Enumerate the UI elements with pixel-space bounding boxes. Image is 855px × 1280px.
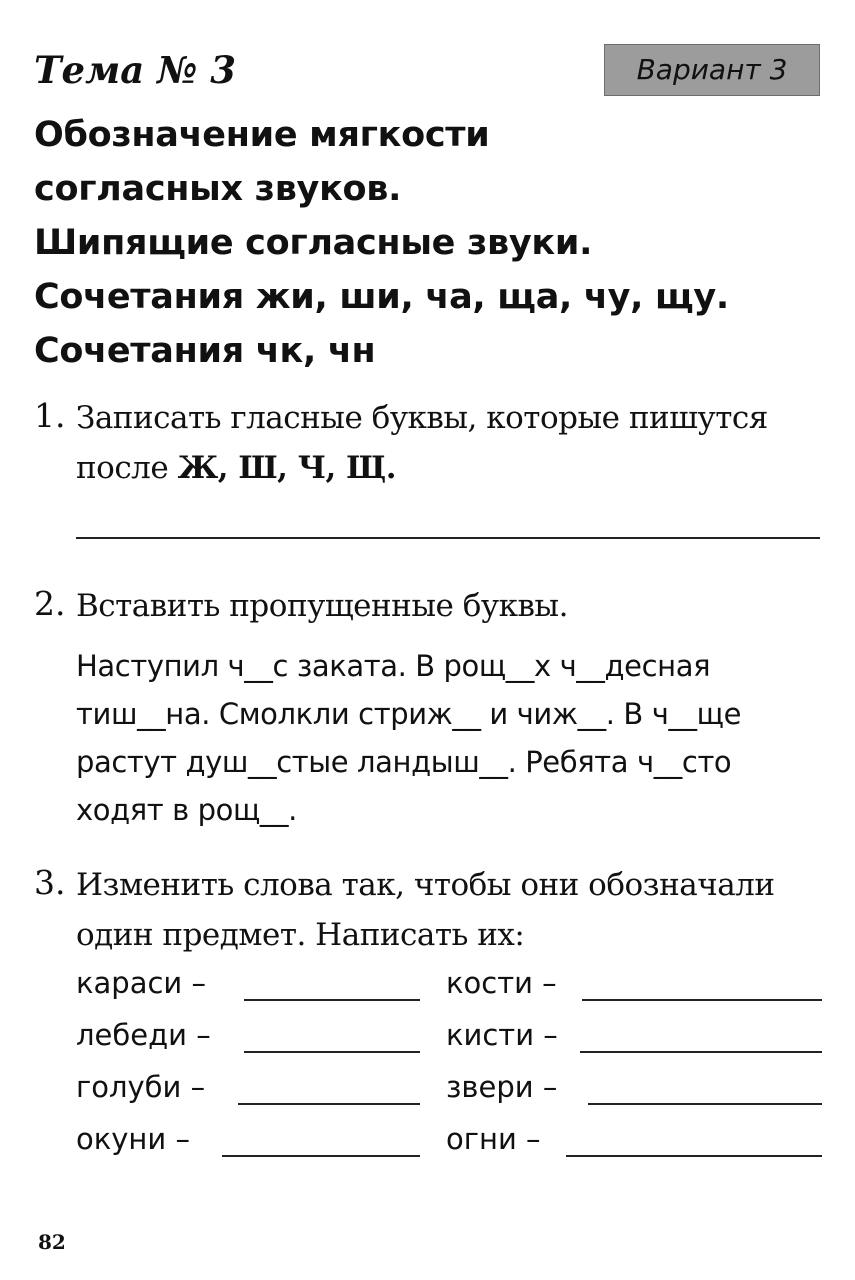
task-3-line-1: Изменить слова так, чтобы они обозначали — [76, 867, 775, 903]
word-left: окуни – — [76, 1122, 190, 1156]
word-right: огни – — [446, 1122, 541, 1156]
title-line: Обозначение мягкости — [34, 115, 490, 155]
word-left: лебеди – — [76, 1018, 211, 1052]
page-number: 82 — [38, 1230, 66, 1254]
dictation-line: ходят в рощ__. — [76, 793, 297, 827]
answer-blank[interactable] — [566, 1155, 822, 1157]
task-1-line-1: Записать гласные буквы, которые пишутся — [76, 400, 768, 436]
task-2-number: 2. — [34, 584, 66, 623]
word-right: кости – — [446, 966, 557, 1000]
answer-blank[interactable] — [244, 1051, 420, 1053]
word-right: звери – — [446, 1070, 558, 1104]
word-left: караси – — [76, 966, 206, 1000]
page-title — [34, 108, 834, 378]
answer-blank[interactable] — [238, 1103, 420, 1105]
task-1-number: 1. — [34, 396, 66, 435]
dictation-line: Наступил ч__с заката. В рощ__х ч__десная — [76, 649, 711, 683]
answer-blank[interactable] — [582, 999, 822, 1001]
task-1-line-2 — [76, 443, 396, 493]
answer-blank[interactable] — [222, 1155, 420, 1157]
title-line: согласных звуков. — [34, 169, 402, 209]
task-3-line-2: один предмет. Написать их: — [76, 917, 525, 953]
title-line: Сочетания чк, чн — [34, 331, 376, 371]
task-1-prefix: после — [76, 450, 178, 486]
answer-line[interactable] — [76, 537, 820, 539]
answer-blank[interactable] — [580, 1051, 822, 1053]
title-line: Шипящие согласные звуки. — [34, 223, 593, 263]
task-1-letters: Ж, Ш, Ч, Щ. — [177, 450, 397, 486]
dictation-text — [76, 642, 836, 834]
title-line: Сочетания жи, ши, ча, ща, чу, щу. — [34, 277, 729, 317]
answer-blank[interactable] — [244, 999, 420, 1001]
word-left: голуби – — [76, 1070, 206, 1104]
word-right: кисти – — [446, 1018, 558, 1052]
answer-blank[interactable] — [588, 1103, 822, 1105]
task-2-text: Вставить пропущенные буквы. — [76, 588, 568, 624]
topic-number: Тема № 3 — [34, 48, 236, 92]
variant-badge: Вариант 3 — [604, 44, 820, 96]
dictation-line: тиш__на. Смолкли стриж__ и чиж__. В ч__ще — [76, 697, 742, 731]
dictation-line: растут душ__стые ландыш__. Ребята ч__сто — [76, 745, 732, 779]
task-3-number: 3. — [34, 863, 66, 902]
